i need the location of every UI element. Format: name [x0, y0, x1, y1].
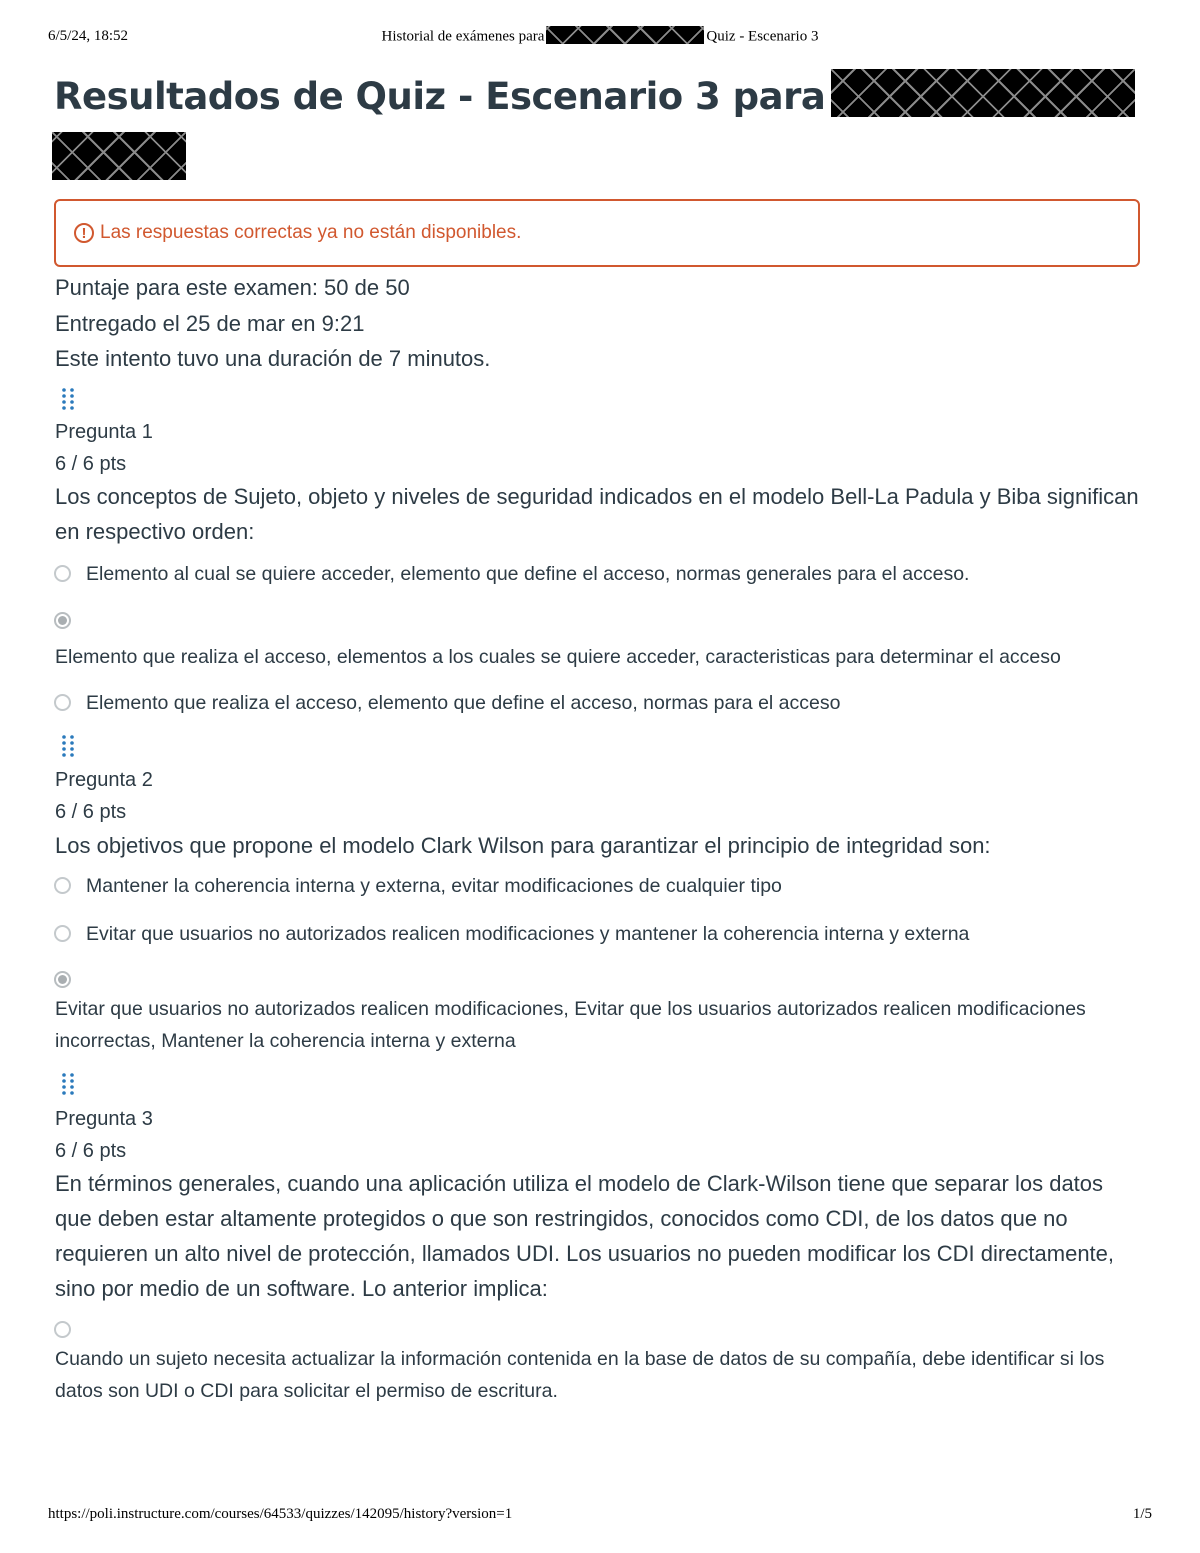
redaction-block — [546, 26, 704, 44]
answer-text: Evitar que usuarios no autorizados realicen modificaciones, Evitar que los usuarios autorizados realicen modificaciones incorrectas, Mantener la coherencia interna y externa — [55, 998, 1086, 1052]
answer-text: Cuando un sujeto necesita actualizar la información contenida en la base de datos de su compañía, debe identificar si los datos son UDI o CDI para solicitar el permiso de escritura. — [55, 1348, 1105, 1402]
question-label: Pregunta 1 — [55, 421, 153, 443]
answer-text: Elemento que realiza el acceso, elementos a los cuales se quiere acceder, caracteristicas para determinar el acceso — [55, 646, 1061, 668]
drag-handle-icon[interactable] — [58, 386, 78, 412]
answer-radio-selected[interactable] — [54, 971, 71, 988]
answer-radio[interactable] — [54, 877, 71, 894]
submitted-text: Entregado el 25 de mar en 9:21 — [55, 311, 365, 336]
question-points: 6 / 6 pts — [55, 453, 127, 475]
question-points: 6 / 6 pts — [55, 1140, 127, 1162]
correct-answers-alert — [54, 199, 1140, 267]
warning-icon: ! — [74, 223, 94, 243]
drag-handle-icon[interactable] — [58, 733, 78, 759]
print-url: https://poli.instructure.com/courses/64533/quizzes/142095/history?version=1 — [48, 1506, 513, 1522]
print-title-suffix: Quiz - Escenario 3 — [706, 28, 819, 45]
question-text: En términos generales, cuando una aplicación utiliza el modelo de Clark-Wilson tiene que separar los datos que deben estar altamente protegidos o que son restringidos, conocidos como CDI, de los datos que no requieren un alto nivel de protección, llamados UDI. Los usuarios no pueden modificar los CDI directamente, sino por medio de un software. Lo anterior implica: — [55, 1171, 1115, 1301]
answer-text: Elemento al cual se quiere acceder, elemento que define el acceso, normas generales para el acceso. — [86, 563, 970, 585]
answer-text: Mantener la coherencia interna y externa, evitar modificaciones de cualquier tipo — [86, 875, 782, 897]
score-text: Puntaje para este examen: 50 de 50 — [55, 275, 410, 300]
question-label: Pregunta 2 — [55, 769, 153, 791]
question-points: 6 / 6 pts — [55, 801, 127, 823]
answer-radio[interactable] — [54, 1321, 71, 1338]
question-text: Los objetivos que propone el modelo Clark Wilson para garantizar el principio de integridad son: — [55, 833, 991, 858]
print-doc-title — [48, 28, 1152, 46]
print-date: 6/5/24, 18:52 — [48, 28, 129, 44]
answer-radio[interactable] — [54, 565, 71, 582]
print-title-prefix: Historial de exámenes para — [381, 28, 545, 45]
answer-radio[interactable] — [54, 925, 71, 942]
answer-text: Evitar que usuarios no autorizados realicen modificaciones y mantener la coherencia interna y externa — [86, 923, 970, 945]
drag-handle-icon[interactable] — [58, 1071, 78, 1097]
print-footer — [48, 1506, 1152, 1526]
answer-radio-selected[interactable] — [54, 612, 71, 629]
question-text: Los conceptos de Sujeto, objeto y niveles de seguridad indicados en el modelo Bell-La Padula y Biba significan en respectivo orden: — [55, 484, 1139, 544]
page-title-text: Resultados de Quiz - Escenario 3 para — [54, 75, 826, 118]
answer-text: Elemento que realiza el acceso, elemento que define el acceso, normas para el acceso — [86, 692, 841, 714]
question-label: Pregunta 3 — [55, 1108, 153, 1130]
answer-radio[interactable] — [54, 694, 71, 711]
duration-text: Este intento tuvo una duración de 7 minutos. — [55, 346, 491, 371]
print-header — [48, 28, 1152, 48]
redaction-block — [831, 69, 1135, 117]
redaction-block — [52, 132, 186, 180]
print-page-number: 1/5 — [1132, 1506, 1152, 1522]
alert-message: Las respuestas correctas ya no están disponibles. — [100, 222, 522, 243]
page-title — [54, 66, 1154, 180]
